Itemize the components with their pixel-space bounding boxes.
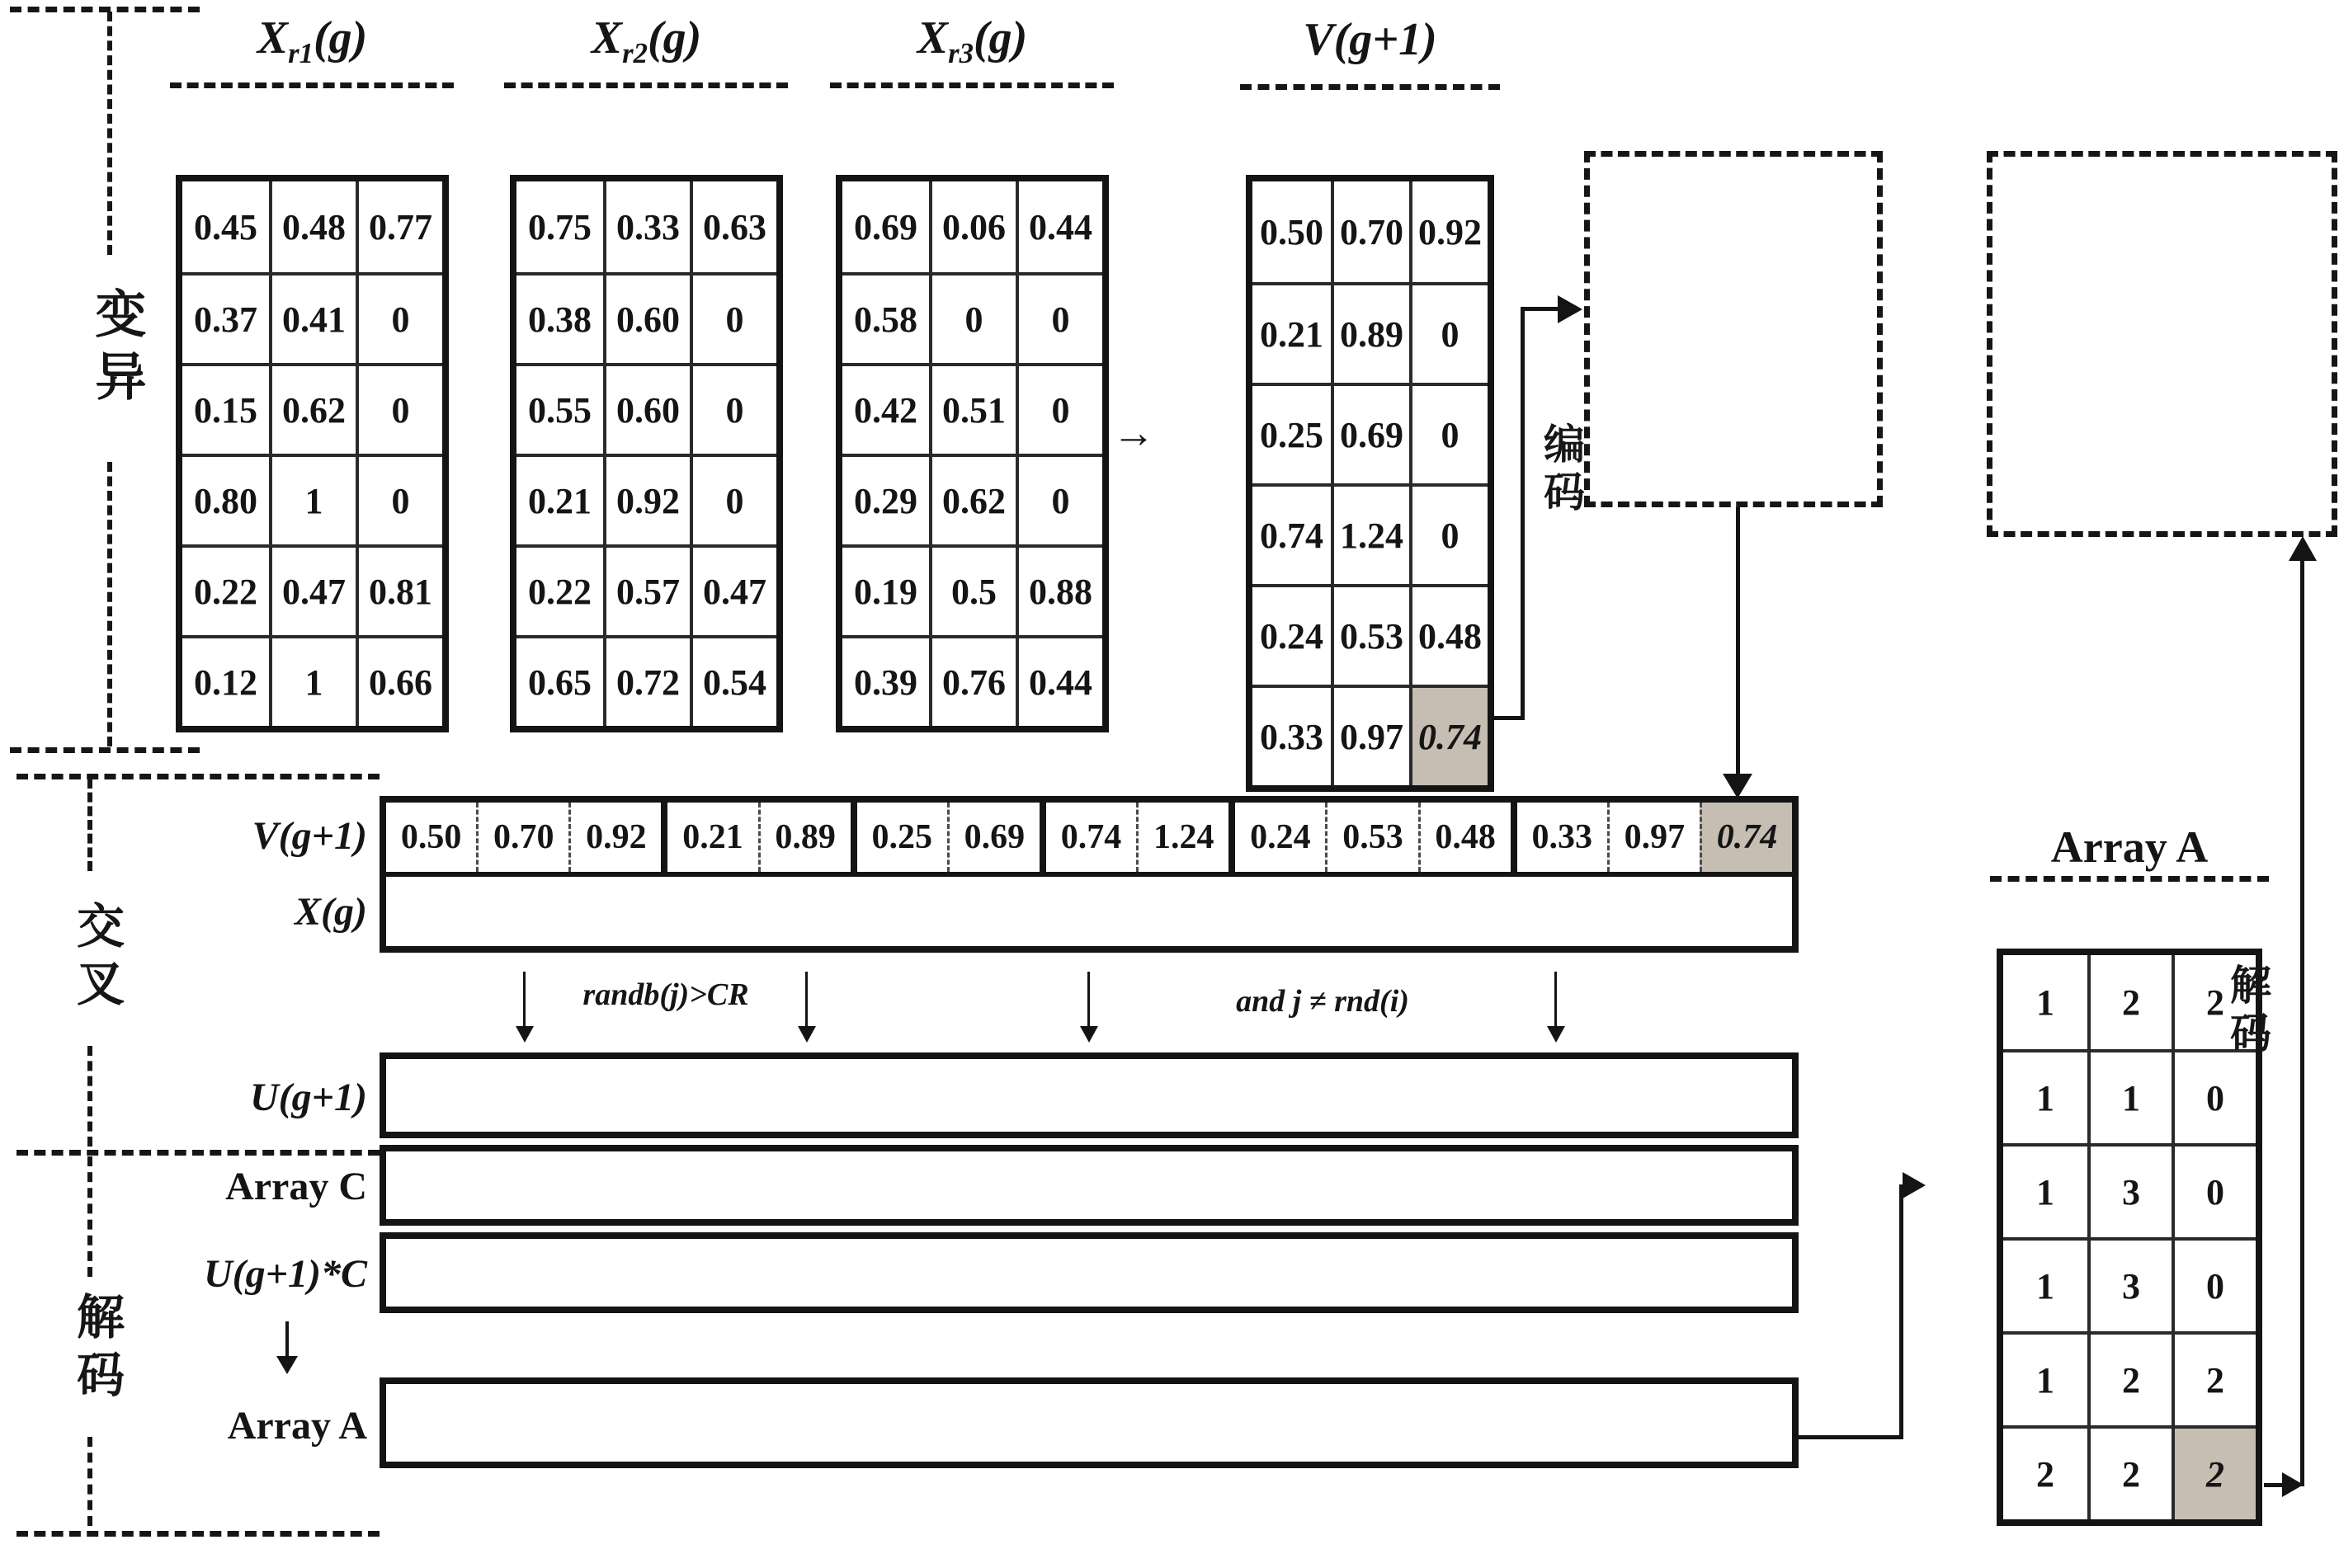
decode-section-bottom-line	[17, 1531, 380, 1537]
matrix-cell: 0.44	[1016, 181, 1102, 272]
matrix-cell: 0.77	[356, 181, 442, 272]
matrix-arraya-col-headers	[2003, 889, 2256, 935]
crossover-section-top-line	[17, 774, 380, 779]
crossover-condition-1: randb(j)>CR	[582, 977, 749, 1012]
matrix-cell: 1	[2003, 1049, 2087, 1143]
strip-cell: 0.25	[851, 803, 947, 872]
matrix-cell: 0	[1409, 282, 1488, 383]
matrix-cell: 0.21	[516, 454, 603, 544]
matrix-cell: 0.39	[842, 635, 929, 726]
matrix-cell: 0.33	[1252, 685, 1331, 785]
flat-u-row	[386, 1059, 1792, 1132]
matrix-cell: 0.72	[603, 635, 690, 726]
down-arrowhead-icon	[1723, 774, 1752, 798]
matrix-cell: 0.42	[842, 363, 929, 454]
flat-uc-row	[386, 1239, 1792, 1307]
down-arrowhead-icon	[1547, 1026, 1565, 1043]
strip-cell: 0.53	[1325, 803, 1417, 872]
matrix-arraya-title: Array A	[2050, 822, 2209, 872]
matrix-title-arg: (g+1)	[1333, 14, 1437, 65]
matrix-cell: 0.62	[269, 363, 356, 454]
matrix-title-base: V	[1303, 14, 1334, 65]
down-arrowhead-icon	[276, 1356, 298, 1374]
matrix-cell: 0.47	[269, 544, 356, 635]
decode-path-line	[2300, 554, 2304, 1486]
down-arrowhead-icon	[516, 1026, 534, 1043]
decode-section-label: 解码	[69, 1292, 123, 1407]
matrix-cell: 0	[690, 363, 776, 454]
matrix-title-arg: (g)	[313, 12, 368, 64]
mutation-bracket-bottom-line	[10, 747, 200, 753]
matrix-cell: 0.75	[528, 206, 592, 247]
matrix-cell: 0	[356, 454, 442, 544]
flat-row-label-arrayc: Array C	[225, 1164, 367, 1208]
matrix-cell: 0.69	[854, 206, 917, 247]
strip-cell: 0.97	[1607, 803, 1700, 872]
matrix-cell: 2	[2172, 1425, 2256, 1519]
matrix-cell: 0.62	[929, 454, 1016, 544]
matrix-cell: 0.66	[356, 635, 442, 726]
flat-row-label-u: U(g+1)	[250, 1075, 367, 1119]
matrix-cell: 0	[1409, 383, 1488, 483]
crossover-bracket-rail	[87, 779, 92, 871]
matrix-cell: 0.60	[603, 363, 690, 454]
strip-cell: 0.74	[1700, 803, 1792, 872]
strip-cell: 0.50	[400, 818, 462, 856]
matrix-cell: 2	[2087, 955, 2172, 1049]
right-arrow-icon: →	[1112, 410, 1155, 457]
matrix-cell: 0	[1016, 454, 1102, 544]
flat-arrayc-table	[380, 1145, 1799, 1226]
matrix-cell: 0.54	[690, 635, 776, 726]
flat-row-label-x: X(g)	[295, 889, 367, 934]
matrix-cell: 0.65	[516, 635, 603, 726]
matrix-xr2-title-underline	[504, 82, 788, 88]
matrix-cell: 0	[2172, 1143, 2256, 1237]
matrix-title-base: X	[591, 12, 623, 64]
matrix-cell: 0	[690, 272, 776, 363]
matrix-cell: 0.12	[182, 635, 269, 726]
arraya-path-line	[1799, 1435, 1903, 1439]
crossover-section-label: 交叉	[69, 901, 123, 1016]
matrix-cell: 1	[2003, 1143, 2087, 1237]
decode-bracket-rail	[87, 1437, 92, 1526]
strip-cell: 0.69	[947, 803, 1040, 872]
strip-cell: 0.74	[1040, 803, 1136, 872]
decode-bracket-rail	[87, 1156, 92, 1277]
matrix-cell: 0	[356, 272, 442, 363]
matrix-cell: 0.44	[1016, 635, 1102, 726]
matrix-xr3-title-underline	[830, 82, 1114, 88]
matrix-cell: 1	[2087, 1049, 2172, 1143]
matrix-xr1-title-underline	[170, 82, 454, 88]
strip-cell: 0.33	[1511, 803, 1607, 872]
matrix-cell: 0.60	[603, 272, 690, 363]
mutation-section-label: 变异	[87, 287, 144, 412]
matrix-title-base: X	[257, 12, 289, 64]
matrix-cell: 0.92	[603, 454, 690, 544]
mutation-bracket-top-line	[10, 7, 200, 12]
encode-path-line	[1494, 716, 1524, 720]
matrix-cell: 0.24	[1252, 584, 1331, 685]
matrix-v-col-headers	[1252, 117, 1488, 162]
flat-arrayc-row	[386, 1151, 1792, 1219]
flat-x-row	[386, 877, 1792, 946]
matrix-cell: 0.5	[929, 544, 1016, 635]
matrix-cell: 0	[1409, 483, 1488, 584]
matrix-cell: 0.58	[842, 272, 929, 363]
matrix-title-arg: (g)	[647, 12, 702, 64]
matrix-cell: 0	[2172, 1237, 2256, 1331]
matrix-cell: 0.37	[182, 272, 269, 363]
encode-path-line	[1521, 308, 1525, 720]
matrix-cell: 0.33	[603, 181, 690, 272]
matrix-cell: 0.25	[1252, 383, 1331, 483]
matrix-cell: 0.69	[1331, 383, 1409, 483]
matrix-cell: 2	[2087, 1331, 2172, 1425]
mutation-bracket-rail	[107, 462, 112, 746]
matrix-cell: 2	[2087, 1425, 2172, 1519]
matrix-cell: 0.70	[1331, 181, 1409, 282]
matrix-cell: 0.76	[929, 635, 1016, 726]
matrix-title-sub: r3	[948, 37, 974, 70]
matrix-xr2-table	[510, 175, 783, 732]
matrix-cell: 0.38	[516, 272, 603, 363]
matrix-cell: 0.50	[1260, 211, 1323, 252]
matrix-arraya-title-underline	[1990, 876, 2269, 882]
matrix-cell: 0.51	[929, 363, 1016, 454]
matrix-title-sub: r2	[622, 37, 648, 70]
matrix-cell: 0.55	[516, 363, 603, 454]
decode-side-label: 解码	[2224, 963, 2271, 1059]
matrix-v-title-underline	[1240, 84, 1500, 90]
down-arrow-line	[285, 1321, 289, 1358]
encode-callout-box	[1584, 151, 1883, 507]
strip-cell: 0.89	[758, 803, 851, 872]
down-arrowhead-icon	[1080, 1026, 1098, 1043]
matrix-cell: 0	[2172, 1049, 2256, 1143]
matrix-cell: 0.22	[182, 544, 269, 635]
matrix-title-sub: r1	[288, 37, 314, 70]
flat-u-table	[380, 1052, 1799, 1138]
matrix-title-arg: (g)	[973, 12, 1028, 64]
matrix-cell: 0.97	[1331, 685, 1409, 785]
matrix-xr3-table	[836, 175, 1109, 732]
strip-cell: 0.48	[1418, 803, 1511, 872]
matrix-xr3-title	[836, 12, 1109, 70]
matrix-cell: 0	[1016, 363, 1102, 454]
strip-cell: 0.24	[1228, 803, 1325, 872]
matrix-cell: 0.48	[1409, 584, 1488, 685]
matrix-cell: 0.74	[1409, 685, 1488, 785]
strip-cell: 1.24	[1136, 803, 1228, 872]
matrix-cell: 0.63	[690, 181, 776, 272]
matrix-cell: 0.15	[182, 363, 269, 454]
matrix-cell: 0	[690, 454, 776, 544]
crossover-condition-2: and j ≠ rnd(i)	[1236, 984, 1409, 1019]
matrix-cell: 0.81	[356, 544, 442, 635]
matrix-cell: 0	[356, 363, 442, 454]
matrix-cell: 0.88	[1016, 544, 1102, 635]
matrix-cell: 0	[929, 272, 1016, 363]
matrix-cell: 0.19	[842, 544, 929, 635]
strip-cell: 0.92	[568, 803, 661, 872]
matrix-title-base: X	[917, 12, 949, 64]
down-arrow-line	[1087, 972, 1090, 1029]
flat-row-label-uc: U(g+1)*C	[204, 1251, 367, 1296]
matrix-cell: 0.22	[516, 544, 603, 635]
matrix-cell: 0	[1016, 272, 1102, 363]
matrix-cell: 3	[2087, 1143, 2172, 1237]
flat-uc-table	[380, 1232, 1799, 1313]
flat-row-label-arraya: Array A	[227, 1403, 367, 1448]
strip-cell: 0.70	[476, 803, 568, 872]
down-arrowhead-icon	[798, 1026, 816, 1043]
matrix-cell: 0.21	[1252, 282, 1331, 383]
matrix-xr2-title	[510, 12, 783, 70]
matrix-cell: 0.74	[1252, 483, 1331, 584]
matrix-cell: 2	[2172, 955, 2256, 1049]
strip-cell: 0.21	[661, 803, 757, 872]
matrix-cell: 0.41	[269, 272, 356, 363]
down-arrow-line	[1554, 972, 1557, 1029]
matrix-cell: 1.24	[1331, 483, 1409, 584]
matrix-cell: 1	[269, 454, 356, 544]
arraya-path-line	[1899, 1184, 1903, 1439]
matrix-cell: 0.06	[929, 181, 1016, 272]
encode-path-line	[1521, 307, 1560, 311]
right-arrowhead-icon	[1903, 1172, 1926, 1198]
flat-v-row	[386, 803, 1792, 872]
matrix-cell: 1	[2003, 1331, 2087, 1425]
matrix-cell: 2	[2172, 1331, 2256, 1425]
matrix-v-title	[1246, 13, 1494, 66]
matrix-cell: 2	[2003, 1425, 2087, 1519]
flat-row-label-v: V(g+1)	[252, 813, 367, 858]
right-arrowhead-icon	[1558, 295, 1582, 323]
matrix-cell: 0.57	[603, 544, 690, 635]
matrix-xr1-table	[176, 175, 449, 732]
encode-label: 编码	[1538, 422, 1584, 518]
matrix-cell: 0.89	[1331, 282, 1409, 383]
mutation-bracket-rail	[107, 12, 112, 255]
down-arrow-line	[805, 972, 808, 1029]
down-arrow-line	[1736, 507, 1740, 778]
matrix-v-table	[1246, 175, 1494, 792]
decode-callout-box	[1987, 151, 2337, 537]
matrix-cell: 1	[2003, 1237, 2087, 1331]
up-arrowhead-icon	[2289, 536, 2317, 561]
matrix-cell: 1	[2036, 982, 2054, 1023]
matrix-cell: 0.80	[182, 454, 269, 544]
matrix-xr1-title	[176, 12, 449, 70]
matrix-cell: 0.29	[842, 454, 929, 544]
matrix-cell: 1	[269, 635, 356, 726]
matrix-cell: 0.53	[1331, 584, 1409, 685]
matrix-cell: 3	[2087, 1237, 2172, 1331]
crossover-bracket-rail	[87, 1046, 92, 1147]
matrix-cell: 0.45	[194, 206, 257, 247]
flat-vx-table	[380, 796, 1799, 953]
down-arrow-line	[523, 972, 526, 1029]
matrix-cell: 0.48	[269, 181, 356, 272]
flat-arraya-row	[386, 1384, 1792, 1462]
matrix-cell: 0.47	[690, 544, 776, 635]
flat-arraya-table	[380, 1377, 1799, 1468]
matrix-cell: 0.92	[1409, 181, 1488, 282]
